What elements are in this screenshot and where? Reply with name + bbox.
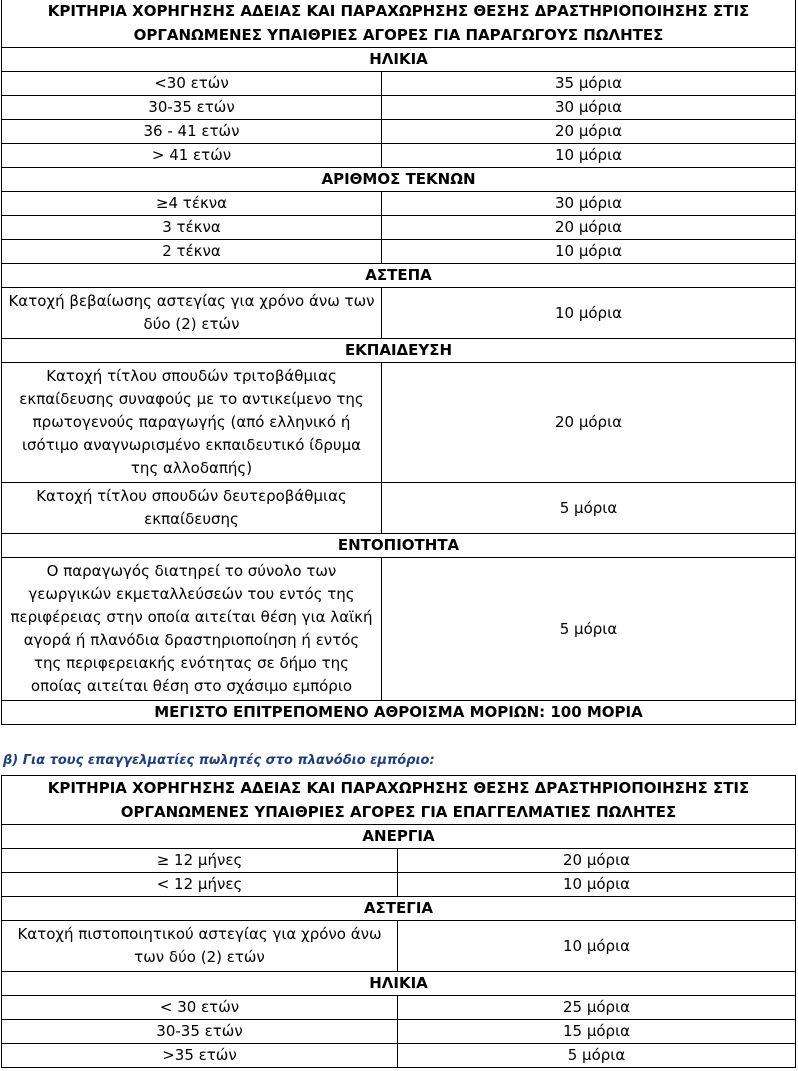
criterion-cell: Ο παραγωγός διατηρεί το σύνολο των γεωργικών εκμεταλλεύσεών του εντός της περιφέρειας στην οποία αιτείται θέση για λαϊκή αγορά ή πλανόδια δραστηριοποίηση ή εντός της περιφερειακής ενότητας σε δήμο της οποίας αιτείται θέση στο σχάσιμο εμπόριο <box>2 558 382 701</box>
table-title: ΚΡΙΤΗΡΙΑ ΧΟΡΗΓΗΣΗΣ ΑΔΕΙΑΣ ΚΑΙ ΠΑΡΑΧΩΡΗΣΗΣ ΘΕΣΗΣ ΔΡΑΣΤΗΡΙΟΠΟΙΗΣΗΣ ΣΤΙΣ ΟΡΓΑΝΩΜΕΝΕΣ ΥΠΑΙΘΡΙΕΣ ΑΓΟΡΕΣ ΓΙΑ ΠΑΡΑΓΩΓΟΥΣ ΠΩΛΗΤΕΣ <box>2 0 796 48</box>
criterion-cell: 30-35 ετών <box>2 1020 398 1044</box>
points-cell: 20 μόρια <box>382 363 796 483</box>
criterion-cell: >35 ετών <box>2 1044 398 1068</box>
subheading-professional-vendors: β) Για τους επαγγελματίες πωλητές στο πλανόδιο εμπόριο: <box>3 753 435 768</box>
table-row <box>2 483 796 534</box>
criterion-cell: Κατοχή πιστοποιητικού αστεγίας για χρόνο άνω των δύο (2) ετών <box>2 921 398 972</box>
points-cell: 30 μόρια <box>382 96 796 120</box>
points-cell: 30 μόρια <box>382 192 796 216</box>
criterion-cell: <30 ετών <box>2 72 382 96</box>
table-row <box>2 120 796 144</box>
points-cell: 5 μόρια <box>382 558 796 701</box>
points-cell: 15 μόρια <box>398 1020 796 1044</box>
table-row <box>2 1044 796 1068</box>
points-cell: 10 μόρια <box>398 873 796 897</box>
criteria-table-professionals <box>1 775 796 1068</box>
criterion-cell: < 12 μήνες <box>2 873 398 897</box>
table-row <box>2 996 796 1020</box>
table-row <box>2 192 796 216</box>
points-cell: 5 μόρια <box>382 483 796 534</box>
table-row <box>2 96 796 120</box>
table-row <box>2 240 796 264</box>
points-cell: 20 μόρια <box>398 849 796 873</box>
criterion-cell: 3 τέκνα <box>2 216 382 240</box>
criterion-cell: 2 τέκνα <box>2 240 382 264</box>
points-cell: 10 μόρια <box>382 144 796 168</box>
table-row <box>2 921 796 972</box>
points-cell: 20 μόρια <box>382 120 796 144</box>
points-cell: 10 μόρια <box>398 921 796 972</box>
points-cell: 35 μόρια <box>382 72 796 96</box>
criterion-cell: Κατοχή τίτλου σπουδών τριτοβάθμιας εκπαίδευσης συναφούς με το αντικείμενο της πρωτογενούς παραγωγής (από ελληνικό ή ισότιμο αναγνωρισμένο εκπαιδευτικό ίδρυμα της αλλοδαπής) <box>2 363 382 483</box>
points-cell: 5 μόρια <box>398 1044 796 1068</box>
criterion-cell: ≥4 τέκνα <box>2 192 382 216</box>
criterion-cell: Κατοχή βεβαίωσης αστεγίας για χρόνο άνω των δύο (2) ετών <box>2 288 382 339</box>
table-row <box>2 558 796 701</box>
points-cell: 10 μόρια <box>382 288 796 339</box>
section-header-children: ΑΡΙΘΜΟΣ ΤΕΚΝΩΝ <box>2 168 796 192</box>
table-row <box>2 72 796 96</box>
criterion-cell: 36 - 41 ετών <box>2 120 382 144</box>
table-row <box>2 849 796 873</box>
points-cell: 25 μόρια <box>398 996 796 1020</box>
section-header-homelessness: ΑΣΤΕΓΙΑ <box>2 897 796 921</box>
section-header-homelessness: ΑΣΤΕΠΑ <box>2 264 796 288</box>
criterion-cell: ≥ 12 μήνες <box>2 849 398 873</box>
section-header-locality: ΕΝΤΟΠΙΟΤΗΤΑ <box>2 534 796 558</box>
table-row <box>2 873 796 897</box>
criterion-cell: Κατοχή τίτλου σπουδών δευτεροβάθμιας εκπαίδευσης <box>2 483 382 534</box>
table-title: ΚΡΙΤΗΡΙΑ ΧΟΡΗΓΗΣΗΣ ΑΔΕΙΑΣ ΚΑΙ ΠΑΡΑΧΩΡΗΣΗΣ ΘΕΣΗΣ ΔΡΑΣΤΗΡΙΟΠΟΙΗΣΗΣ ΣΤΙΣ ΟΡΓΑΝΩΜΕΝΕΣ ΥΠΑΙΘΡΙΕΣ ΑΓΟΡΕΣ ΓΙΑ ΕΠΑΓΓΕΛΜΑΤΙΕΣ ΠΩΛΗΤΕΣ <box>2 776 796 825</box>
section-header-unemployment: ΑΝΕΡΓΙΑ <box>2 825 796 849</box>
section-header-age: ΗΛΙΚΙΑ <box>2 972 796 996</box>
points-cell: 10 μόρια <box>382 240 796 264</box>
criterion-cell: < 30 ετών <box>2 996 398 1020</box>
table-row <box>2 216 796 240</box>
criterion-cell: > 41 ετών <box>2 144 382 168</box>
criteria-table-producers <box>1 0 796 725</box>
table-row <box>2 1020 796 1044</box>
points-cell: 20 μόρια <box>382 216 796 240</box>
table-row <box>2 363 796 483</box>
max-points-footer: ΜΕΓΙΣΤΟ ΕΠΙΤΡΕΠΟΜΕΝΟ ΑΘΡΟΙΣΜΑ ΜΟΡΙΩΝ: 100 ΜΟΡΙΑ <box>2 701 796 725</box>
section-header-education: ΕΚΠΑΙΔΕΥΣΗ <box>2 339 796 363</box>
section-header-age: ΗΛΙΚΙΑ <box>2 48 796 72</box>
table-row <box>2 288 796 339</box>
table-row <box>2 144 796 168</box>
criterion-cell: 30-35 ετών <box>2 96 382 120</box>
